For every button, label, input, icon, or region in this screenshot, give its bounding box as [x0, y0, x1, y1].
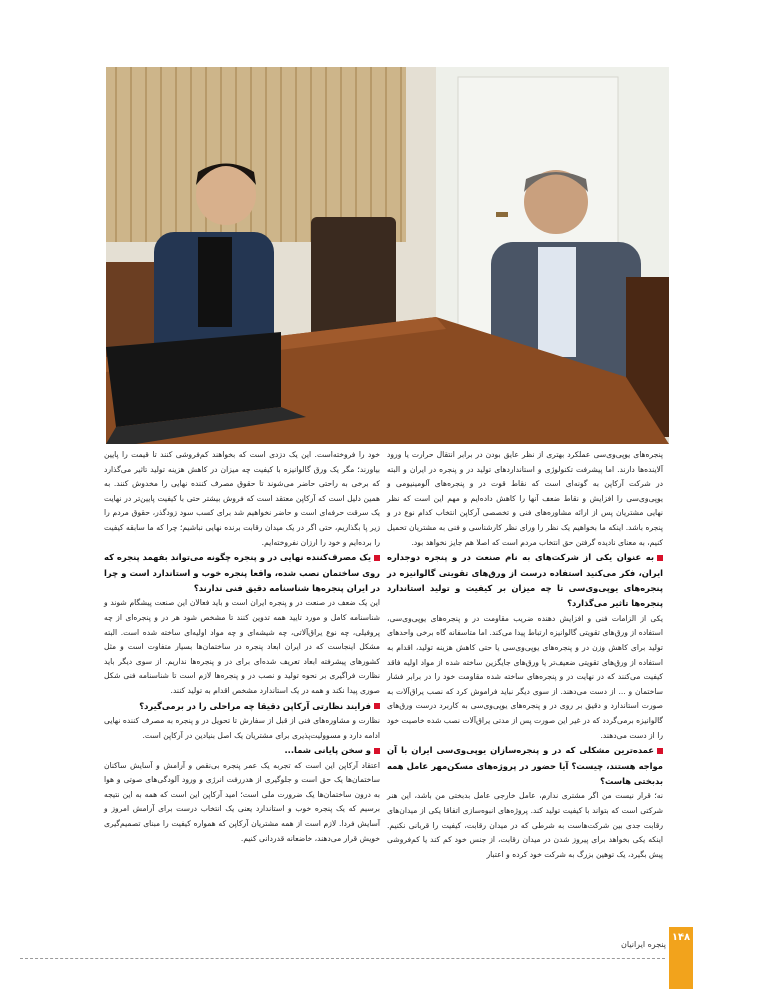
bullet-square-icon [374, 555, 380, 561]
paragraph: یکی از الزامات فنی و افزایش دهنده ضریب مقاومت در و پنجره‌های یوپی‌وی‌سی، استفاده از ورق‌های تقویتی گالوانیزه ارتباط پیدا می‌کند. اما متاسفانه گاه برخی واحدهای تولید برای کاهش وزن در و پنجره‌های یوپی‌وی‌سی یا حتی کاهش هزینه تولید، اقدام به استفاده از ورق‌های تقویتی ضعیف‌تر یا ورق‌های جایگزین ساخته شده از مواد اولیه فاقد کیفیت می‌کنند که در نهایت در و پنجره‌های ساخته شده مقاومت خود را در برابر فشار ساختمان و ... از دست می‌دهند. از سوی دیگر نباید فراموش کرد که نصب یراق‌آلات به صورت استاندارد و دقیق بر روی در و پنجره‌های یوپی‌وی‌سی به کاربرد درست ورق‌های گالوانیزه برمی‌گردد که در غیر این صورت پس از مدتی یراق‌آلات نصب شده خاصیت خود را از دست می‌دهند. [387, 613, 663, 740]
question-text: و سخن پایانی شما... [284, 745, 371, 756]
paragraph: اعتقاد آرکاپن این است که تجربه یک عمر پنجره بی‌نقص و آرامش و آسایش ساکنان ساختمان‌ها یک حق است و جلوگیری از هدررفت انرژی و ورود آلودگی‌های صوتی و هوا به درون ساختمان‌ها یک ضرورت ملی است؛ امید آرکاپن این است که همه به این نتیجه برسیم که یک پنجره خوب و استاندارد یعنی یک انتخاب درست برای آرامش امروز و آسایش فردا. لازم است از همه مشتریان آرکاپن که همواره کیفیت را مبنای تصمیم‌گیری خویش قرار می‌دهند، خاضعانه قدردانی کنیم. [104, 760, 380, 843]
paragraph: خود را فروخته‌است. این یک دزدی است که بخواهند کم‌فروشی کنند تا قیمت را پایین بیاورند؛ مگر یک ورق گالوانیزه با کیفیت چه میزان در کاهش هزینه تولید تاثیر می‌گذارد که برخی به راحتی حاضر می‌شوند تا حقوق مصرف کننده نهایی را مخدوش کنند. به همین دلیل است که آرکاپن معتقد است که فروش بیشتر حتی با کیفیت پایین‌تر در نهایت یک سرقت حرفه‌ای است و حاضر نخواهیم شد برای کسب سود زودگذر، حقوق مردم را زیر پا بگذاریم، حتی اگر در یک میدان رقابت برنده نهایی نباشیم؛ چرا که ما سابقه کیفیت را برده‌ایم و خود را ارزان نفروخته‌ایم. [104, 450, 380, 547]
bullet-square-icon [657, 555, 663, 561]
article-column-left [104, 448, 380, 846]
article-column-right [387, 448, 663, 862]
footer-divider [20, 958, 665, 959]
paragraph: نظارت و مشاوره‌های فنی از قبل از سفارش تا تحویل در و پنجره به مصرف کننده نهایی ادامه دارد و مسوولیت‌پذیری برای مشتریان یک اصل بنیادین در آرکاپن است. [104, 715, 380, 740]
interview-photo [106, 67, 669, 444]
magazine-name: پنجره ایرانیان [621, 940, 666, 949]
page-number: ۱۴۸ [671, 932, 691, 943]
paragraph: نه؛ قرار نیست من اگر مشتری ندارم، عامل خارجی عامل بدبختی من باشد، این هنر شرکتی است که بتواند با کیفیت تولید کند. پروژه‌های انبوه‌سازی اتفاقا یکی از میدان‌های رقابت جدی بین شرکت‌هاست به شرطی که در میدان رقابت، کیفیت را قربانی نکنیم. اینکه یکی بخواهد برای پیروز شدن در میدان رقابت، از جنس خود کم کند یا کم‌فروشی پیش بگیرد، یک توهین بزرگ به شرکت خود کرده و اعتبار [387, 791, 663, 859]
question-text: عمده‌ترین مشکلی که در و پنجره‌سازان یوپی‌وی‌سی ایران با آن مواجه هستند، چیست؟ آیا حضور در پروژه‌های مسکن‌مهر عامل همه بدبختی هاست؟ [387, 745, 663, 786]
question-heading [104, 743, 380, 758]
question-text: فرایند نظارتی آرکاپن دقیقا چه مراحلی را در برمی‌گیرد؟ [139, 700, 371, 711]
paragraph: این یک ضعف در صنعت در و پنجره ایران است و باید فعالان این صنعت پیشگام شوند و شناسنامه کامل و مورد تایید همه تدوین کنند تا مشخص شود هر در و پنجره‌ای از چه پروفیلی، چه نوع یراق‌آلاتی، چه شیشه‌ای و چه مواد اولیه‌ای ساخته شده است. البته مشکل اینجاست که در ایران ابعاد پنجره در ساختمان‌ها بسیار متفاوت است و مثل کشورهای پیشرفته ابعاد تعریف شده‌ای برای در و پنجره‌ها نداریم. از سوی دیگر باید نظارت فراگیری بر نحوه تولید و نصب در و پنجره‌ها لازم است تا شناسنامه فنی شکل صوری پیدا نکند و همه در یک استاندارد مشخص اقدام به تولید کنند. [104, 598, 380, 695]
question-heading [104, 550, 380, 596]
question-heading [104, 699, 380, 714]
bullet-square-icon [374, 748, 380, 754]
bullet-square-icon [374, 703, 380, 709]
paragraph: پنجره‌های یوپی‌وی‌سی عملکرد بهتری از نظر عایق بودن در برابر انتقال حرارت یا ورود آلاینده‌ها دارند. اما پیشرفت تکنولوژی و استانداردهای تولید در و پنجره در ایران و البته در شرکت آرکاپن به گونه‌ای است که نقاط قوت در و پنجره‌های آلومینیومی و یوپی‌وی‌سی را افزایش و نقاط ضعف آنها را کاهش داده‌ایم و مهم این است که نظر نهایی مشتریان پس از ارائه مشاوره‌های فنی و تخصصی آرکاپن انتخاب کدام نوع در و پنجره باشد. اینکه ما بخواهیم یک نظر را ورای نظر کارشناسی و فنی به مشتریان تحمیل کنیم، به معنای نادیده گرفتن حق انتخاب مردم است که اصلا هم جایز نخواهد بود. [387, 450, 663, 547]
question-heading [387, 550, 663, 612]
interview-photo-illustration [106, 67, 669, 444]
question-text: یک مصرف‌کننده نهایی در و پنجره چگونه می‌تواند بفهمد پنجره که روی ساختمان نصب شده، واقعا پنجره خوب و استاندارد است و چرا در ایران پنجره‌ها شناسنامه دقیق فنی ندارند؟ [104, 552, 380, 593]
bullet-square-icon [657, 748, 663, 754]
question-heading [387, 743, 663, 789]
question-text: به عنوان یکی از شرکت‌های به نام صنعت در و پنجره دوجداره ایران، فکر می‌کنید استفاده درست از ورق‌های تقویتی گالوانیزه در پنجره‌های یوپی‌وی‌سی تا چه میزان بر کیفیت و تولید استاندارد پنجره‌ها تاثیر می‌گذارد؟ [387, 552, 663, 609]
